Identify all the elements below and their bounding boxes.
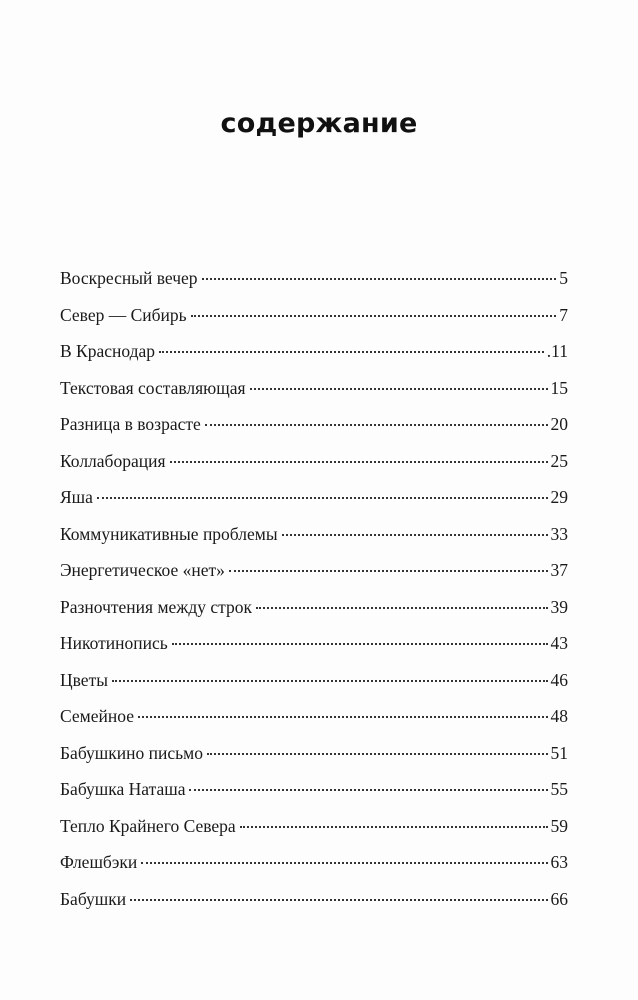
dot-leader	[141, 862, 547, 864]
toc-entry-title: Разночтения между строк	[60, 596, 253, 617]
toc-entry	[60, 451, 568, 488]
toc-entry-title: Энергетическое «нет»	[60, 560, 225, 580]
toc-entry	[60, 633, 568, 670]
dot-leader	[205, 424, 548, 426]
toc-entry-page: 37	[550, 560, 568, 580]
dot-leader	[229, 570, 548, 572]
toc-entry-title: В Краснодар	[60, 341, 156, 361]
toc-entry-page: 59	[550, 815, 568, 836]
toc-entry-page: 51	[550, 742, 568, 763]
toc-entry-title: Текстовая составляющая	[60, 377, 246, 398]
dot-leader	[189, 789, 547, 791]
toc-entry-title: Бабушка Наташа	[60, 779, 186, 799]
dot-leader	[130, 899, 547, 901]
toc-entry-page: 48	[550, 706, 568, 726]
toc-entry-title: Разница в возрасте	[60, 414, 201, 434]
toc-entry-page: 55	[550, 779, 568, 799]
toc-entry-title: Тепло Крайнего Севера	[60, 815, 236, 836]
dot-leader	[282, 534, 548, 536]
toc-entry-page: 29	[550, 487, 568, 507]
toc-entry	[60, 816, 568, 853]
dot-leader	[170, 461, 548, 463]
dot-leader	[207, 753, 548, 755]
toc-entry-page: 66	[550, 888, 568, 909]
toc-entry	[60, 341, 568, 378]
dot-leader	[250, 388, 548, 390]
toc-entry-title: Север — Сибирь	[60, 304, 187, 325]
toc-entry	[60, 414, 568, 451]
toc-entry-page: 63	[550, 852, 568, 872]
page-title: содержание	[220, 108, 418, 139]
toc-entry-page: 7	[559, 304, 568, 325]
dot-leader	[159, 351, 544, 353]
toc-entry	[60, 743, 568, 780]
toc-entry-title: Воскресный вечер	[60, 268, 198, 288]
toc-entry-title: Коммуникативные проблемы	[60, 523, 278, 544]
toc-entry-title: Цветы	[60, 669, 108, 690]
toc-entry-title: Никотинопись	[60, 633, 168, 653]
dot-leader	[240, 826, 548, 828]
dot-leader	[256, 607, 547, 609]
toc-entry-page: 43	[550, 633, 568, 653]
toc-entry-page: 39	[550, 596, 568, 617]
toc-entry-page: .11	[546, 341, 568, 361]
dot-leader	[112, 680, 548, 682]
toc-entry-page: 46	[550, 669, 568, 690]
toc-entry	[60, 560, 568, 597]
dot-leader	[172, 643, 548, 645]
dot-leader	[138, 716, 548, 718]
toc-entry	[60, 670, 568, 707]
toc-entry	[60, 889, 568, 926]
toc-entry-title: Бабушкино письмо	[60, 742, 203, 763]
toc-entry	[60, 706, 568, 743]
toc-entry	[60, 487, 568, 524]
table-of-contents	[60, 268, 568, 925]
toc-entry	[60, 597, 568, 634]
dot-leader	[97, 497, 548, 499]
toc-entry-page: 33	[550, 523, 568, 544]
dot-leader	[191, 315, 557, 317]
toc-entry-page: 20	[550, 414, 568, 434]
toc-entry-title: Семейное	[60, 706, 134, 726]
toc-entry	[60, 378, 568, 415]
toc-entry	[60, 524, 568, 561]
toc-entry	[60, 779, 568, 816]
toc-entry-title: Коллаборация	[60, 450, 166, 471]
toc-entry-page: 25	[550, 450, 568, 471]
dot-leader	[202, 278, 557, 280]
toc-entry-title: Яша	[60, 487, 93, 507]
toc-entry-page: 15	[550, 377, 568, 398]
toc-entry-title: Флешбэки	[60, 852, 138, 872]
toc-entry	[60, 305, 568, 342]
toc-entry	[60, 268, 568, 305]
toc-entry-title: Бабушки	[60, 888, 127, 909]
toc-entry	[60, 852, 568, 889]
toc-entry-page: 5	[559, 268, 568, 288]
